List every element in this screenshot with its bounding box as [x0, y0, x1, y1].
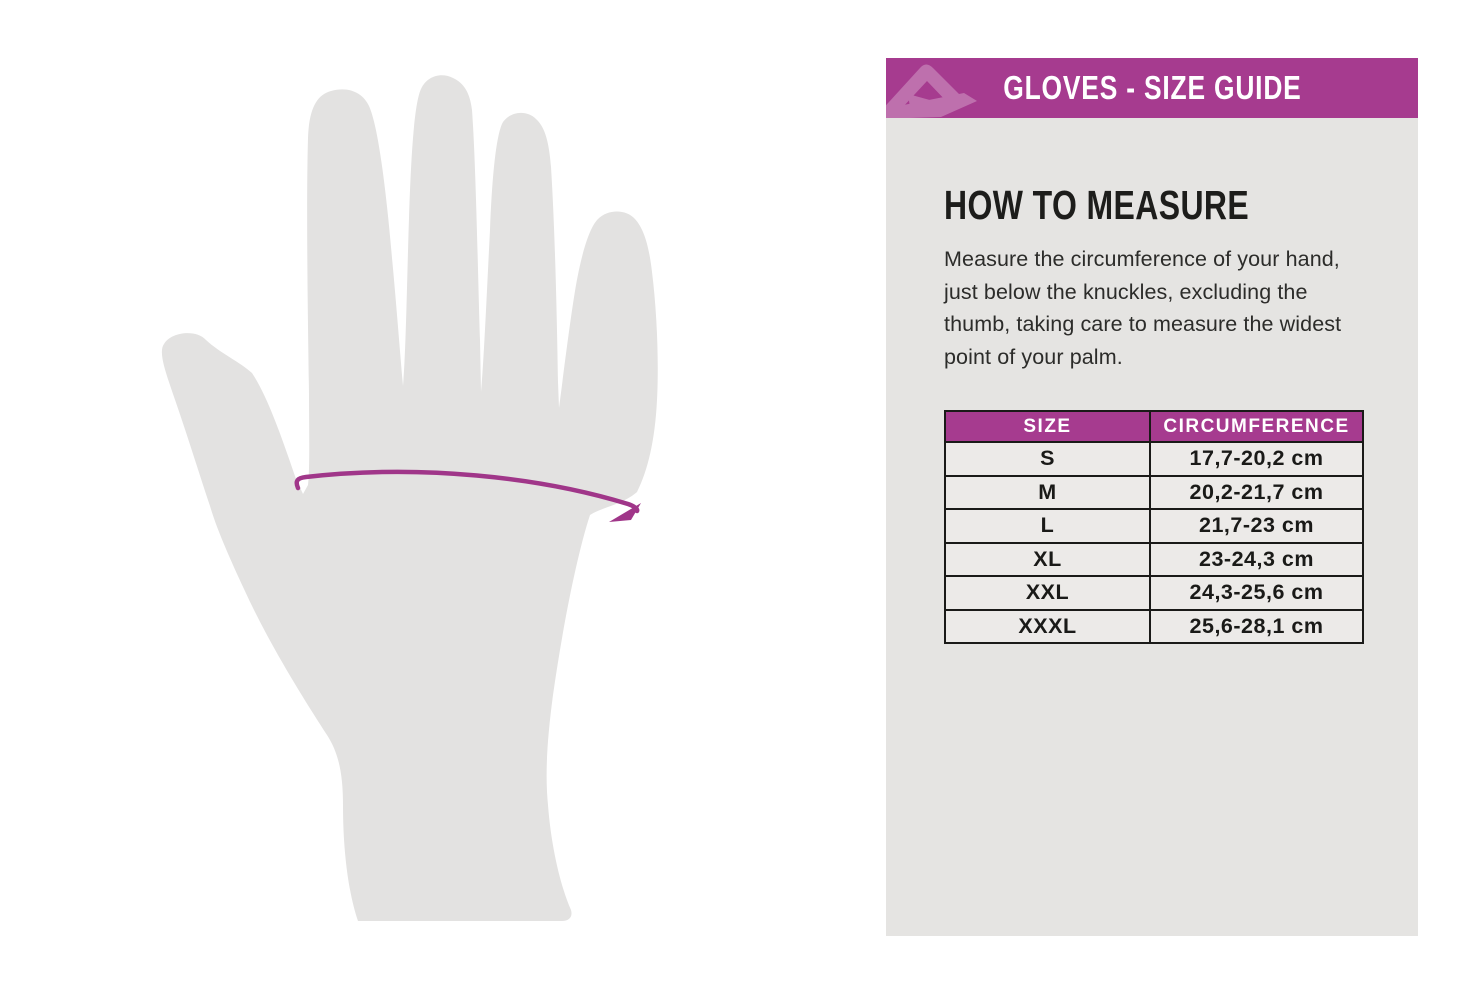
size-guide-panel: [886, 58, 1418, 936]
size-cell: L: [945, 509, 1150, 543]
table-row: [945, 442, 1363, 476]
panel-header: [886, 58, 1418, 118]
brand-logo: [886, 60, 982, 118]
table-row: [945, 543, 1363, 577]
page-title: GLOVES - SIZE GUIDE: [1002, 68, 1302, 107]
size-cell: XXXL: [945, 610, 1150, 644]
circumference-column-header: CIRCUMFERENCE: [1150, 411, 1363, 442]
circumference-cell: 23-24,3 cm: [1150, 543, 1363, 577]
size-cell: S: [945, 442, 1150, 476]
panel-body: [886, 118, 1418, 644]
how-to-measure-heading: HOW TO MEASURE: [944, 182, 1250, 228]
circumference-cell: 17,7-20,2 cm: [1150, 442, 1363, 476]
size-table: [944, 410, 1364, 644]
hand-silhouette: [162, 75, 658, 921]
size-cell: XXL: [945, 576, 1150, 610]
table-row: [945, 610, 1363, 644]
table-row: [945, 576, 1363, 610]
size-column-header: SIZE: [945, 411, 1150, 442]
size-cell: M: [945, 476, 1150, 510]
circumference-cell: 24,3-25,6 cm: [1150, 576, 1363, 610]
table-row: [945, 509, 1363, 543]
size-cell: XL: [945, 543, 1150, 577]
circumference-cell: 20,2-21,7 cm: [1150, 476, 1363, 510]
instructions-text: Measure the circumference of your hand, just below the knuckles, excluding the thumb, taking care to measure the widest point of your palm.: [944, 247, 1342, 369]
circumference-cell: 25,6-28,1 cm: [1150, 610, 1363, 644]
table-row: [945, 476, 1363, 510]
circumference-cell: 21,7-23 cm: [1150, 509, 1363, 543]
table-header-row: [945, 411, 1363, 442]
